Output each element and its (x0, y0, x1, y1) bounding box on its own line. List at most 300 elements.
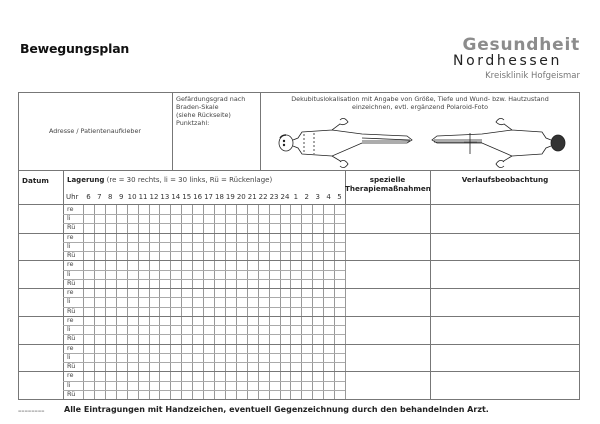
hour-cell[interactable] (225, 242, 236, 251)
hour-cell[interactable] (258, 390, 269, 399)
hour-cell[interactable] (280, 270, 291, 279)
hour-cell[interactable] (280, 223, 291, 232)
hour-cell[interactable] (323, 279, 334, 288)
hour-cell[interactable] (203, 260, 214, 269)
hour-cell[interactable] (290, 233, 301, 242)
hour-cell[interactable] (301, 381, 312, 390)
hour-cell[interactable] (127, 223, 138, 232)
hour-cell[interactable] (127, 242, 138, 251)
hour-cell[interactable] (301, 362, 312, 371)
hour-cell[interactable] (236, 251, 247, 260)
hour-cell[interactable] (159, 270, 170, 279)
hour-cell[interactable] (323, 205, 334, 214)
observation-cell[interactable] (430, 371, 580, 399)
hour-cell[interactable] (83, 325, 94, 334)
hour-cell[interactable] (149, 353, 160, 362)
date-cell[interactable] (18, 288, 63, 316)
hour-cell[interactable] (290, 325, 301, 334)
hour-cell[interactable] (181, 381, 192, 390)
hour-cell[interactable] (94, 214, 105, 223)
hour-cell[interactable] (83, 214, 94, 223)
hour-cell[interactable] (236, 390, 247, 399)
hour-cell[interactable] (269, 233, 280, 242)
hour-cell[interactable] (170, 390, 181, 399)
address-field[interactable] (18, 92, 172, 170)
therapy-cell[interactable] (345, 260, 430, 288)
hour-cell[interactable] (214, 307, 225, 316)
hour-cell[interactable] (138, 279, 149, 288)
hour-cell[interactable] (225, 214, 236, 223)
hour-cell[interactable] (116, 325, 127, 334)
hour-cell[interactable] (312, 353, 323, 362)
hour-cell[interactable] (323, 316, 334, 325)
hour-cell[interactable] (116, 279, 127, 288)
hour-cell[interactable] (269, 307, 280, 316)
hour-cell[interactable] (181, 316, 192, 325)
hour-cell[interactable] (127, 270, 138, 279)
hour-cell[interactable] (127, 260, 138, 269)
hour-cell[interactable] (181, 297, 192, 306)
hour-cell[interactable] (138, 362, 149, 371)
hour-cell[interactable] (192, 381, 203, 390)
hour-cell[interactable] (225, 260, 236, 269)
hour-cell[interactable] (192, 371, 203, 380)
hour-cell[interactable] (138, 288, 149, 297)
hour-cell[interactable] (94, 390, 105, 399)
hour-cell[interactable] (159, 362, 170, 371)
hour-cell[interactable] (225, 316, 236, 325)
hour-cell[interactable] (323, 214, 334, 223)
hour-cell[interactable] (181, 371, 192, 380)
hour-cell[interactable] (269, 297, 280, 306)
hour-cell[interactable] (170, 381, 181, 390)
hour-cell[interactable] (225, 353, 236, 362)
hour-cell[interactable] (105, 353, 116, 362)
hour-cell[interactable] (334, 297, 345, 306)
hour-cell[interactable] (290, 223, 301, 232)
hour-cell[interactable] (203, 205, 214, 214)
hour-cell[interactable] (334, 390, 345, 399)
hour-cell[interactable] (94, 223, 105, 232)
hour-cell[interactable] (105, 288, 116, 297)
hour-cell[interactable] (159, 325, 170, 334)
therapy-cell[interactable] (345, 371, 430, 399)
hour-cell[interactable] (94, 205, 105, 214)
hour-cell[interactable] (94, 288, 105, 297)
hour-cell[interactable] (94, 233, 105, 242)
hour-cell[interactable] (138, 371, 149, 380)
hour-cell[interactable] (149, 334, 160, 343)
hour-cell[interactable] (312, 334, 323, 343)
hour-cell[interactable] (269, 251, 280, 260)
hour-cell[interactable] (192, 353, 203, 362)
hour-cell[interactable] (159, 334, 170, 343)
hour-cell[interactable] (116, 260, 127, 269)
hour-cell[interactable] (149, 371, 160, 380)
hour-cell[interactable] (323, 260, 334, 269)
hour-cell[interactable] (236, 233, 247, 242)
hour-cell[interactable] (94, 279, 105, 288)
hour-cell[interactable] (334, 353, 345, 362)
hour-cell[interactable] (138, 233, 149, 242)
hour-cell[interactable] (138, 334, 149, 343)
hour-cell[interactable] (258, 251, 269, 260)
hour-cell[interactable] (94, 334, 105, 343)
hour-cell[interactable] (236, 325, 247, 334)
hour-cell[interactable] (258, 307, 269, 316)
hour-cell[interactable] (280, 325, 291, 334)
hour-cell[interactable] (301, 242, 312, 251)
hour-cell[interactable] (301, 205, 312, 214)
hour-cell[interactable] (170, 242, 181, 251)
hour-cell[interactable] (280, 334, 291, 343)
hour-cell[interactable] (258, 381, 269, 390)
hour-cell[interactable] (138, 223, 149, 232)
hour-cell[interactable] (214, 316, 225, 325)
hour-cell[interactable] (334, 223, 345, 232)
hour-cell[interactable] (334, 288, 345, 297)
hour-cell[interactable] (280, 390, 291, 399)
hour-cell[interactable] (334, 242, 345, 251)
hour-cell[interactable] (247, 214, 258, 223)
hour-cell[interactable] (280, 344, 291, 353)
hour-cell[interactable] (269, 270, 280, 279)
hour-cell[interactable] (181, 214, 192, 223)
hour-cell[interactable] (181, 390, 192, 399)
hour-cell[interactable] (258, 223, 269, 232)
hour-cell[interactable] (83, 381, 94, 390)
hour-cell[interactable] (116, 381, 127, 390)
hour-cell[interactable] (214, 344, 225, 353)
hour-cell[interactable] (105, 279, 116, 288)
hour-cell[interactable] (290, 242, 301, 251)
hour-cell[interactable] (83, 344, 94, 353)
hour-cell[interactable] (334, 279, 345, 288)
hour-cell[interactable] (159, 260, 170, 269)
hour-cell[interactable] (247, 325, 258, 334)
hour-cell[interactable] (312, 325, 323, 334)
hour-cell[interactable] (258, 353, 269, 362)
hour-cell[interactable] (225, 362, 236, 371)
hour-cell[interactable] (258, 297, 269, 306)
hour-cell[interactable] (247, 371, 258, 380)
hour-cell[interactable] (192, 334, 203, 343)
hour-cell[interactable] (192, 307, 203, 316)
hour-cell[interactable] (203, 288, 214, 297)
hour-cell[interactable] (258, 288, 269, 297)
hour-cell[interactable] (138, 270, 149, 279)
hour-cell[interactable] (94, 344, 105, 353)
hour-cell[interactable] (280, 371, 291, 380)
hour-cell[interactable] (312, 371, 323, 380)
hour-cell[interactable] (105, 334, 116, 343)
hour-cell[interactable] (312, 242, 323, 251)
hour-cell[interactable] (236, 242, 247, 251)
hour-cell[interactable] (247, 344, 258, 353)
hour-cell[interactable] (290, 297, 301, 306)
hour-cell[interactable] (280, 260, 291, 269)
observation-cell[interactable] (430, 316, 580, 344)
hour-cell[interactable] (159, 279, 170, 288)
hour-cell[interactable] (203, 242, 214, 251)
hour-cell[interactable] (149, 325, 160, 334)
hour-cell[interactable] (290, 381, 301, 390)
hour-cell[interactable] (116, 270, 127, 279)
hour-cell[interactable] (138, 325, 149, 334)
hour-cell[interactable] (290, 279, 301, 288)
therapy-cell[interactable] (345, 288, 430, 316)
hour-cell[interactable] (214, 381, 225, 390)
hour-cell[interactable] (170, 353, 181, 362)
hour-cell[interactable] (203, 371, 214, 380)
hour-cell[interactable] (192, 344, 203, 353)
hour-cell[interactable] (312, 270, 323, 279)
hour-cell[interactable] (116, 205, 127, 214)
hour-cell[interactable] (280, 297, 291, 306)
hour-cell[interactable] (247, 288, 258, 297)
hour-cell[interactable] (225, 307, 236, 316)
hour-cell[interactable] (236, 270, 247, 279)
hour-cell[interactable] (323, 325, 334, 334)
hour-cell[interactable] (269, 344, 280, 353)
hour-cell[interactable] (203, 362, 214, 371)
hour-cell[interactable] (127, 371, 138, 380)
hour-cell[interactable] (149, 223, 160, 232)
hour-cell[interactable] (269, 214, 280, 223)
hour-cell[interactable] (301, 325, 312, 334)
hour-cell[interactable] (94, 297, 105, 306)
hour-cell[interactable] (214, 297, 225, 306)
hour-cell[interactable] (203, 334, 214, 343)
hour-cell[interactable] (105, 260, 116, 269)
hour-cell[interactable] (203, 353, 214, 362)
hour-cell[interactable] (159, 288, 170, 297)
hour-cell[interactable] (94, 353, 105, 362)
hour-cell[interactable] (192, 233, 203, 242)
hour-cell[interactable] (127, 205, 138, 214)
hour-cell[interactable] (159, 353, 170, 362)
hour-cell[interactable] (170, 279, 181, 288)
hour-cell[interactable] (170, 214, 181, 223)
hour-cell[interactable] (127, 297, 138, 306)
hour-cell[interactable] (334, 307, 345, 316)
hour-cell[interactable] (247, 381, 258, 390)
hour-cell[interactable] (280, 233, 291, 242)
hour-cell[interactable] (323, 307, 334, 316)
hour-cell[interactable] (105, 233, 116, 242)
hour-cell[interactable] (170, 371, 181, 380)
hour-cell[interactable] (269, 223, 280, 232)
hour-cell[interactable] (269, 371, 280, 380)
hour-cell[interactable] (94, 270, 105, 279)
hour-cell[interactable] (203, 214, 214, 223)
hour-cell[interactable] (192, 297, 203, 306)
hour-cell[interactable] (159, 297, 170, 306)
hour-cell[interactable] (301, 353, 312, 362)
hour-cell[interactable] (236, 214, 247, 223)
hour-cell[interactable] (203, 381, 214, 390)
hour-cell[interactable] (170, 288, 181, 297)
hour-cell[interactable] (236, 279, 247, 288)
hour-cell[interactable] (127, 390, 138, 399)
hour-cell[interactable] (334, 371, 345, 380)
hour-cell[interactable] (149, 316, 160, 325)
hour-cell[interactable] (312, 251, 323, 260)
hour-cell[interactable] (247, 223, 258, 232)
hour-cell[interactable] (138, 390, 149, 399)
hour-cell[interactable] (290, 334, 301, 343)
hour-cell[interactable] (323, 344, 334, 353)
hour-cell[interactable] (170, 233, 181, 242)
hour-cell[interactable] (214, 390, 225, 399)
hour-cell[interactable] (116, 233, 127, 242)
hour-cell[interactable] (334, 316, 345, 325)
hour-cell[interactable] (192, 362, 203, 371)
hour-cell[interactable] (312, 288, 323, 297)
hour-cell[interactable] (181, 362, 192, 371)
hour-cell[interactable] (149, 297, 160, 306)
hour-cell[interactable] (290, 371, 301, 380)
hour-cell[interactable] (334, 214, 345, 223)
hour-cell[interactable] (214, 288, 225, 297)
hour-cell[interactable] (159, 307, 170, 316)
observation-cell[interactable] (430, 233, 580, 261)
hour-cell[interactable] (94, 251, 105, 260)
hour-cell[interactable] (83, 371, 94, 380)
hour-cell[interactable] (225, 344, 236, 353)
hour-cell[interactable] (170, 260, 181, 269)
hour-cell[interactable] (181, 279, 192, 288)
hour-cell[interactable] (214, 205, 225, 214)
hour-cell[interactable] (83, 288, 94, 297)
hour-cell[interactable] (149, 381, 160, 390)
hour-cell[interactable] (269, 334, 280, 343)
hour-cell[interactable] (159, 381, 170, 390)
hour-cell[interactable] (301, 334, 312, 343)
hour-cell[interactable] (192, 242, 203, 251)
hour-cell[interactable] (290, 344, 301, 353)
hour-cell[interactable] (127, 334, 138, 343)
hour-cell[interactable] (83, 334, 94, 343)
hour-cell[interactable] (312, 223, 323, 232)
hour-cell[interactable] (181, 353, 192, 362)
hour-cell[interactable] (138, 344, 149, 353)
hour-cell[interactable] (203, 297, 214, 306)
hour-cell[interactable] (138, 205, 149, 214)
hour-cell[interactable] (247, 390, 258, 399)
hour-cell[interactable] (83, 242, 94, 251)
hour-cell[interactable] (312, 307, 323, 316)
hour-cell[interactable] (170, 270, 181, 279)
hour-cell[interactable] (116, 344, 127, 353)
hour-cell[interactable] (323, 270, 334, 279)
hour-cell[interactable] (127, 325, 138, 334)
hour-cell[interactable] (225, 297, 236, 306)
hour-cell[interactable] (203, 316, 214, 325)
hour-cell[interactable] (280, 288, 291, 297)
hour-cell[interactable] (127, 251, 138, 260)
hour-cell[interactable] (301, 371, 312, 380)
hour-cell[interactable] (192, 223, 203, 232)
hour-cell[interactable] (149, 260, 160, 269)
hour-cell[interactable] (149, 214, 160, 223)
hour-cell[interactable] (236, 344, 247, 353)
hour-cell[interactable] (83, 279, 94, 288)
hour-cell[interactable] (192, 205, 203, 214)
hour-cell[interactable] (105, 371, 116, 380)
hour-cell[interactable] (334, 381, 345, 390)
hour-cell[interactable] (116, 334, 127, 343)
hour-cell[interactable] (149, 270, 160, 279)
hour-cell[interactable] (116, 223, 127, 232)
hour-cell[interactable] (214, 279, 225, 288)
hour-cell[interactable] (214, 270, 225, 279)
hour-cell[interactable] (149, 307, 160, 316)
hour-cell[interactable] (181, 307, 192, 316)
hour-cell[interactable] (127, 316, 138, 325)
hour-cell[interactable] (247, 242, 258, 251)
hour-cell[interactable] (192, 214, 203, 223)
hour-cell[interactable] (258, 344, 269, 353)
hour-cell[interactable] (181, 233, 192, 242)
hour-cell[interactable] (214, 214, 225, 223)
hour-cell[interactable] (203, 233, 214, 242)
hour-cell[interactable] (127, 279, 138, 288)
hour-cell[interactable] (214, 242, 225, 251)
hour-cell[interactable] (290, 214, 301, 223)
hour-cell[interactable] (94, 242, 105, 251)
hour-cell[interactable] (247, 334, 258, 343)
hour-cell[interactable] (159, 214, 170, 223)
hour-cell[interactable] (181, 325, 192, 334)
hour-cell[interactable] (258, 260, 269, 269)
hour-cell[interactable] (192, 316, 203, 325)
hour-cell[interactable] (116, 371, 127, 380)
hour-cell[interactable] (159, 344, 170, 353)
hour-cell[interactable] (83, 297, 94, 306)
therapy-cell[interactable] (345, 233, 430, 261)
hour-cell[interactable] (138, 307, 149, 316)
hour-cell[interactable] (258, 270, 269, 279)
hour-cell[interactable] (225, 279, 236, 288)
hour-cell[interactable] (334, 325, 345, 334)
hour-cell[interactable] (159, 205, 170, 214)
hour-cell[interactable] (170, 251, 181, 260)
hour-cell[interactable] (181, 223, 192, 232)
hour-cell[interactable] (159, 316, 170, 325)
hour-cell[interactable] (236, 371, 247, 380)
hour-cell[interactable] (214, 371, 225, 380)
hour-cell[interactable] (83, 251, 94, 260)
hour-cell[interactable] (269, 260, 280, 269)
hour-cell[interactable] (236, 307, 247, 316)
hour-cell[interactable] (159, 371, 170, 380)
hour-cell[interactable] (181, 344, 192, 353)
hour-cell[interactable] (269, 316, 280, 325)
hour-cell[interactable] (83, 223, 94, 232)
hour-cell[interactable] (116, 390, 127, 399)
hour-cell[interactable] (225, 390, 236, 399)
hour-cell[interactable] (116, 316, 127, 325)
hour-cell[interactable] (105, 381, 116, 390)
hour-cell[interactable] (83, 390, 94, 399)
hour-cell[interactable] (214, 260, 225, 269)
hour-cell[interactable] (312, 233, 323, 242)
hour-cell[interactable] (83, 205, 94, 214)
hour-cell[interactable] (170, 325, 181, 334)
hour-cell[interactable] (334, 260, 345, 269)
hour-cell[interactable] (149, 251, 160, 260)
